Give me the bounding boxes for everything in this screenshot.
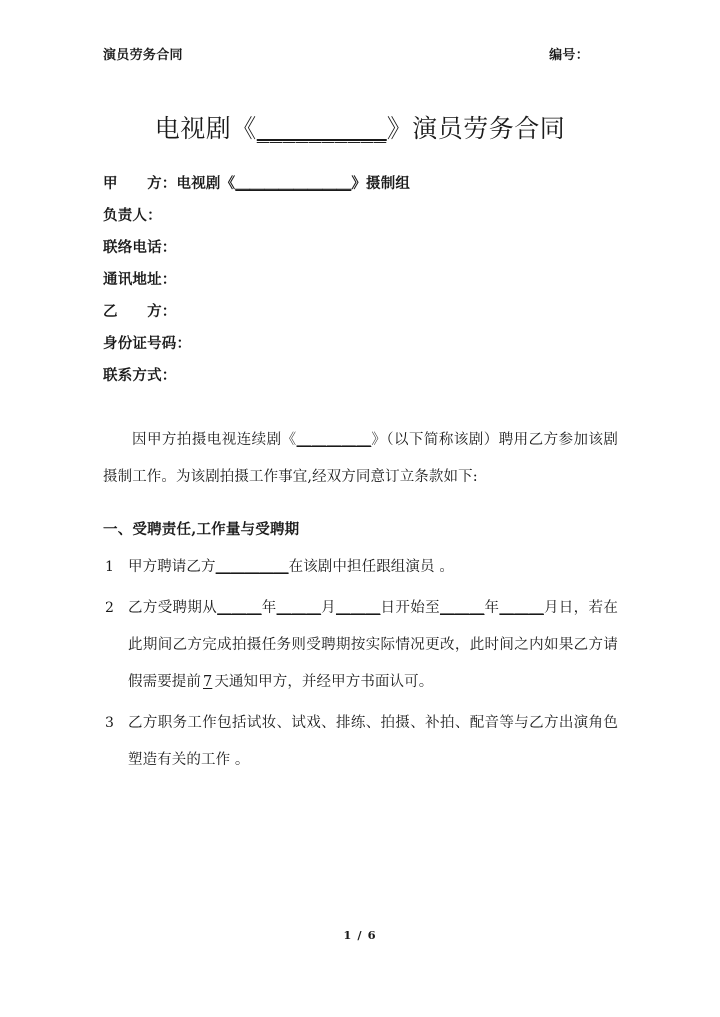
clause-2-part-3: 月 [321, 600, 336, 616]
header-serial-number-label: 编号： [549, 48, 589, 63]
party-information-block [103, 168, 618, 392]
clause-item-2 [103, 590, 618, 701]
clause-2-part-8: 天通知甲方，并经甲方书面认可。 [214, 674, 434, 690]
clause-2-part-7: 日，若在此期间乙方完成拍摄任务则受聘期按实际情况更改，此时间之内如果乙方请假需要提前 [128, 600, 618, 690]
clause-2-start-day-field[interactable]: ＿＿＿ [335, 600, 381, 616]
title-suffix: 》演员劳务合同 [386, 114, 566, 143]
clause-2-part-1: 乙方受聘期从 [128, 600, 218, 616]
responsible-person-label: 负责人： [103, 207, 162, 224]
clause-2-notice-days-field[interactable]: 7 [203, 674, 213, 690]
party-row-id-number [103, 328, 618, 360]
clause-1-part-1: 甲方聘请乙方 [128, 559, 216, 575]
clause-2-part-5: 年 [484, 600, 500, 616]
header-document-type: 演员劳务合同 [103, 48, 183, 63]
clause-list [103, 549, 618, 779]
clause-1-role-field[interactable]: ＿＿＿＿＿ [215, 559, 289, 575]
party-a-label: 甲 方： [103, 175, 177, 192]
clause-1-part-2: 在该剧中担任跟组演员 。 [288, 559, 454, 575]
title-blank-field[interactable]: __________ [256, 114, 387, 143]
page-number-footer: 1 / 6 [343, 928, 377, 942]
party-row-mailing-address [103, 264, 618, 296]
party-a-name-field[interactable]: ＿＿＿＿＿＿＿＿ [235, 175, 352, 192]
clause-2-part-2: 年 [261, 600, 277, 616]
section-heading-1: 一、受聘责任,工作量与受聘期 [103, 521, 300, 538]
party-a-value-prefix: 电视剧《 [176, 175, 236, 192]
clause-2-start-year-field[interactable]: ＿＿＿ [217, 600, 262, 616]
clause-2-end-year-field[interactable]: ＿＿＿ [439, 600, 485, 616]
clause-1-number: 1 [105, 559, 115, 575]
id-number-label: 身份证号码： [103, 335, 192, 352]
clause-item-1 [103, 549, 618, 586]
clause-item-3 [103, 705, 618, 779]
clause-2-start-month-field[interactable]: ＿＿＿ [276, 600, 322, 616]
preamble-series-name-field[interactable]: ＿＿＿＿＿ [296, 432, 372, 448]
preamble-part-1: 因甲方拍摄电视连续剧《 [132, 432, 297, 448]
clause-2-part-6: 月 [543, 600, 559, 616]
party-row-party-a [103, 168, 618, 200]
clause-2-part-4: 日开始至 [380, 600, 440, 616]
clause-3-part-1: 乙方职务工作包括试妆、试戏、排练、拍摄、补拍、配音等与乙方出演角色塑造有关的工作 。 [128, 715, 618, 768]
party-a-value-suffix: 》摄制组 [351, 175, 411, 192]
page-title [0, 112, 720, 146]
party-row-contact-phone [103, 232, 618, 264]
title-prefix: 电视剧《 [154, 114, 257, 143]
contact-phone-label: 联络电话： [103, 239, 177, 256]
party-b-label: 乙 方： [103, 303, 177, 320]
preamble-paragraph [103, 422, 618, 496]
party-row-responsible-person [103, 200, 618, 232]
document-body [103, 168, 618, 779]
contact-method-label: 联系方式： [103, 367, 177, 384]
document-header [103, 44, 617, 66]
clause-3-number: 3 [105, 715, 115, 731]
mailing-address-label: 通讯地址： [103, 271, 177, 288]
clause-2-number: 2 [105, 600, 115, 616]
preamble-part-2: 》（以下简称该剧）聘用乙方参加该剧摄制工作。为该剧拍摄工作事宜,经双方同意订立条款如下: [103, 432, 618, 485]
party-row-party-b [103, 296, 618, 328]
party-row-contact-method [103, 360, 618, 392]
clause-2-end-month-field[interactable]: ＿＿＿ [499, 600, 544, 616]
